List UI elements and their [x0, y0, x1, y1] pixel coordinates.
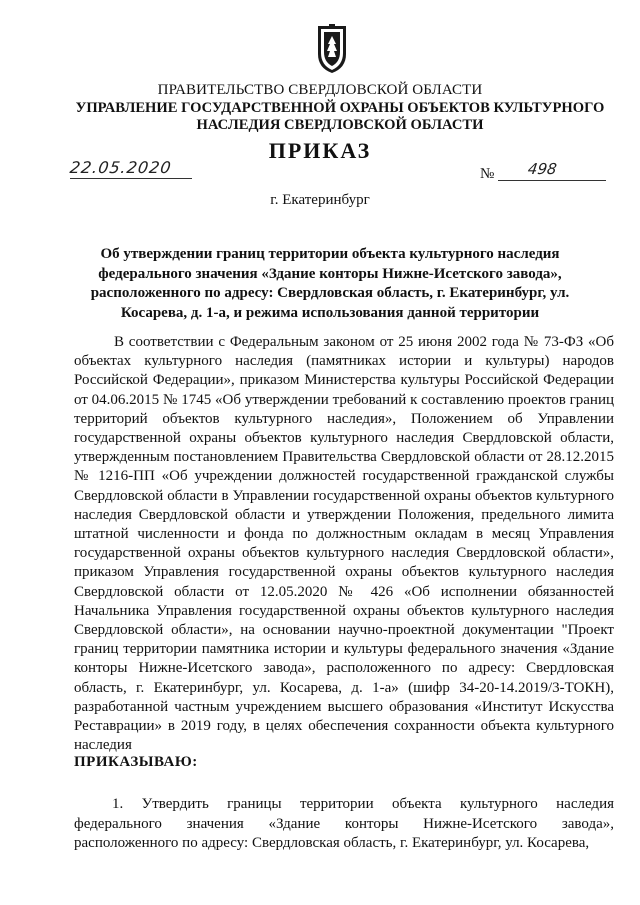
department-name: УПРАВЛЕНИЕ ГОСУДАРСТВЕННОЙ ОХРАНЫ ОБЪЕКТОВ КУЛЬТУРНОГО НАСЛЕДИЯ СВЕРДЛОВСКОЙ ОБЛАСТИ	[75, 100, 605, 133]
document-subject: Об утверждении границ территории объекта культурного наследия федерального значения «Здание конторы Нижне-Исетского завода», расположенного по адресу: Свердловская область, г. Екатеринбург, ул. Косарева, д. 1-а, и режима использования данной территории	[90, 246, 570, 321]
order-heading: ПРИКАЗЫВАЮ:	[74, 754, 198, 770]
document-date	[70, 160, 210, 180]
number-underline	[498, 180, 606, 181]
order-item-1: 1. Утвердить границы территории объекта культурного наследия федерального значения «Здание конторы Нижне-Исетского завода», расположенного по адресу: Свердловская область, г. Екатеринбург, ул. Косарева,	[74, 796, 614, 851]
government-name: ПРАВИТЕЛЬСТВО СВЕРДЛОВСКОЙ ОБЛАСТИ	[157, 82, 483, 98]
document-number	[470, 160, 610, 184]
coat-of-arms-emblem	[315, 24, 349, 74]
date-handwritten: 22.05.2020	[68, 158, 173, 177]
city-name: г. Екатеринбург	[270, 192, 370, 208]
number-handwritten: 498	[526, 160, 558, 178]
date-underline	[70, 178, 192, 179]
document-title: ПРИКАЗ	[268, 138, 372, 163]
preamble-paragraph: В соответствии с Федеральным законом от 25 июня 2002 года № 73-ФЗ «Об объектах культурного наследия (памятниках истории и культуры) народов Российской Федерации», приказом Министерства культуры Российской Федерации от 04.06.2015 № 1745 «Об утверждении требований к составлению проектов границ территорий объектов культурного наследия», Положением об Управлении государственной охраны объектов культурного наследия Свердловской области, утвержденным постановлением Правительства Свердловской области от 28.12.2015 № 1216-ПП «Об учреждении должностей государственной гражданской службы Свердловской области в Управлении государственной охраны объектов культурного наследия Свердловской области и утверждении Положения, предельного лимита штатной численности и фонда по должностным окладам в месяц Управления государственной охраны объектов культурного наследия Свердловской области», приказом Управления государственной охраны объектов культурного наследия Свердловской области от 12.05.2020 № 426 «Об исполнении обязанностей Начальника Управления государственной охраны объектов культурного наследия Свердловской области», на основании научно-проектной документации "Проект границ территории памятника истории и культуры федерального значения «Здание конторы Нижне-Исетского завода», расположенного по адресу: Свердловская область, г. Екатеринбург, ул. Косарева, д. 1-а» (шифр 34-20-14.2019/3-ТОКН), разработанной частным учреждением высшего образования «Институт Искусства Реставрации» в 2019 году, в целях обеспечения сохранности объекта культурного наследия	[74, 334, 614, 754]
number-label: №	[480, 166, 495, 182]
